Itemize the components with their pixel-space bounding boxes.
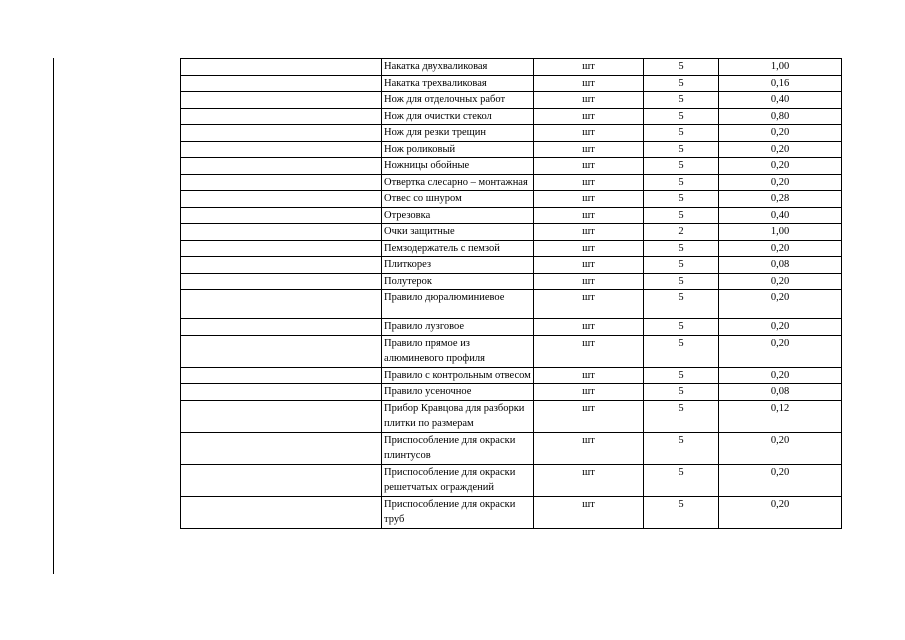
item-name-cell: Плиткорез <box>382 257 534 274</box>
empty-cell <box>181 108 382 125</box>
item-name-cell: Правило усеночное <box>382 384 534 401</box>
item-name-cell: Очки защитные <box>382 224 534 241</box>
item-name-cell: Нож роликовый <box>382 141 534 158</box>
empty-cell <box>181 224 382 241</box>
quantity-cell: 5 <box>644 240 719 257</box>
item-name-cell: Приспособление для окраски решетчатых ограждений <box>382 464 534 496</box>
quantity-cell: 5 <box>644 108 719 125</box>
table-row <box>181 335 842 367</box>
table-row <box>181 59 842 76</box>
quantity-cell: 5 <box>644 207 719 224</box>
value-cell: 0,20 <box>719 496 842 528</box>
empty-cell <box>181 75 382 92</box>
item-name-cell: Приспособление для окраски труб <box>382 496 534 528</box>
table-row <box>181 108 842 125</box>
quantity-cell: 5 <box>644 400 719 432</box>
unit-cell: шт <box>534 158 644 175</box>
empty-cell <box>181 319 382 336</box>
table-row <box>181 92 842 109</box>
table-row <box>181 158 842 175</box>
quantity-cell: 5 <box>644 75 719 92</box>
item-name-cell: Прибор Кравцова для разборки плитки по размерам <box>382 400 534 432</box>
unit-cell: шт <box>534 75 644 92</box>
table-row <box>181 367 842 384</box>
value-cell: 0,40 <box>719 207 842 224</box>
value-cell: 0,28 <box>719 191 842 208</box>
item-name-cell: Нож для очистки стекол <box>382 108 534 125</box>
unit-cell: шт <box>534 335 644 367</box>
value-cell: 0,20 <box>719 240 842 257</box>
table-row <box>181 273 842 290</box>
table-row <box>181 240 842 257</box>
empty-cell <box>181 158 382 175</box>
table-row <box>181 207 842 224</box>
unit-cell: шт <box>534 257 644 274</box>
item-name-cell: Правило дюралюминиевое <box>382 290 534 319</box>
empty-cell <box>181 335 382 367</box>
value-cell: 0,20 <box>719 158 842 175</box>
value-cell: 0,20 <box>719 125 842 142</box>
table-row <box>181 290 842 319</box>
value-cell: 0,40 <box>719 92 842 109</box>
value-cell: 0,08 <box>719 257 842 274</box>
quantity-cell: 5 <box>644 59 719 76</box>
quantity-cell: 5 <box>644 92 719 109</box>
quantity-cell: 5 <box>644 367 719 384</box>
unit-cell: шт <box>534 224 644 241</box>
quantity-cell: 5 <box>644 464 719 496</box>
item-name-cell: Правило лузговое <box>382 319 534 336</box>
quantity-cell: 5 <box>644 191 719 208</box>
table-row <box>181 319 842 336</box>
value-cell: 0,20 <box>719 319 842 336</box>
item-name-cell: Правило прямое из алюминевого профиля <box>382 335 534 367</box>
quantity-cell: 5 <box>644 174 719 191</box>
unit-cell: шт <box>534 319 644 336</box>
value-cell: 0,20 <box>719 141 842 158</box>
quantity-cell: 5 <box>644 319 719 336</box>
quantity-cell: 5 <box>644 384 719 401</box>
table-row <box>181 125 842 142</box>
empty-cell <box>181 141 382 158</box>
value-cell: 0,16 <box>719 75 842 92</box>
item-name-cell: Полутерок <box>382 273 534 290</box>
unit-cell: шт <box>534 92 644 109</box>
table-row <box>181 224 842 241</box>
item-name-cell: Накатка двухваликовая <box>382 59 534 76</box>
value-cell: 0,20 <box>719 464 842 496</box>
empty-cell <box>181 432 382 464</box>
empty-cell <box>181 384 382 401</box>
quantity-cell: 5 <box>644 125 719 142</box>
empty-cell <box>181 273 382 290</box>
unit-cell: шт <box>534 273 644 290</box>
quantity-cell: 5 <box>644 273 719 290</box>
unit-cell: шт <box>534 240 644 257</box>
value-cell: 0,20 <box>719 290 842 319</box>
empty-cell <box>181 496 382 528</box>
table-row <box>181 257 842 274</box>
quantity-cell: 5 <box>644 496 719 528</box>
unit-cell: шт <box>534 174 644 191</box>
unit-cell: шт <box>534 125 644 142</box>
tools-table-body <box>181 59 842 529</box>
empty-cell <box>181 290 382 319</box>
unit-cell: шт <box>534 207 644 224</box>
item-name-cell: Нож для резки трещин <box>382 125 534 142</box>
unit-cell: шт <box>534 400 644 432</box>
quantity-cell: 5 <box>644 290 719 319</box>
empty-cell <box>181 400 382 432</box>
unit-cell: шт <box>534 141 644 158</box>
unit-cell: шт <box>534 432 644 464</box>
table-row <box>181 141 842 158</box>
unit-cell: шт <box>534 59 644 76</box>
empty-cell <box>181 125 382 142</box>
value-cell: 0,20 <box>719 335 842 367</box>
value-cell: 0,20 <box>719 273 842 290</box>
empty-cell <box>181 174 382 191</box>
unit-cell: шт <box>534 108 644 125</box>
item-name-cell: Накатка трехваликовая <box>382 75 534 92</box>
value-cell: 0,20 <box>719 367 842 384</box>
unit-cell: шт <box>534 496 644 528</box>
table-row <box>181 432 842 464</box>
value-cell: 0,12 <box>719 400 842 432</box>
table-row <box>181 174 842 191</box>
unit-cell: шт <box>534 191 644 208</box>
unit-cell: шт <box>534 290 644 319</box>
table-row <box>181 75 842 92</box>
empty-cell <box>181 464 382 496</box>
unit-cell: шт <box>534 384 644 401</box>
item-name-cell: Пемзодержатель с пемзой <box>382 240 534 257</box>
empty-cell <box>181 59 382 76</box>
value-cell: 0,08 <box>719 384 842 401</box>
value-cell: 0,80 <box>719 108 842 125</box>
empty-cell <box>181 191 382 208</box>
page-margin-line <box>53 58 54 574</box>
quantity-cell: 5 <box>644 141 719 158</box>
quantity-cell: 5 <box>644 257 719 274</box>
item-name-cell: Приспособление для окраски плинтусов <box>382 432 534 464</box>
item-name-cell: Отвертка слесарно – монтажная <box>382 174 534 191</box>
item-name-cell: Правило с контрольным отвесом <box>382 367 534 384</box>
table-row <box>181 464 842 496</box>
value-cell: 1,00 <box>719 224 842 241</box>
item-name-cell: Отвес со шнуром <box>382 191 534 208</box>
unit-cell: шт <box>534 367 644 384</box>
tools-table <box>180 58 842 529</box>
empty-cell <box>181 207 382 224</box>
empty-cell <box>181 257 382 274</box>
quantity-cell: 5 <box>644 335 719 367</box>
empty-cell <box>181 240 382 257</box>
item-name-cell: Отрезовка <box>382 207 534 224</box>
value-cell: 0,20 <box>719 174 842 191</box>
table-row <box>181 496 842 528</box>
item-name-cell: Ножницы обойные <box>382 158 534 175</box>
value-cell: 1,00 <box>719 59 842 76</box>
item-name-cell: Нож для отделочных работ <box>382 92 534 109</box>
table-row <box>181 400 842 432</box>
empty-cell <box>181 92 382 109</box>
quantity-cell: 5 <box>644 158 719 175</box>
empty-cell <box>181 367 382 384</box>
table-row <box>181 191 842 208</box>
quantity-cell: 5 <box>644 432 719 464</box>
unit-cell: шт <box>534 464 644 496</box>
value-cell: 0,20 <box>719 432 842 464</box>
quantity-cell: 2 <box>644 224 719 241</box>
table-row <box>181 384 842 401</box>
